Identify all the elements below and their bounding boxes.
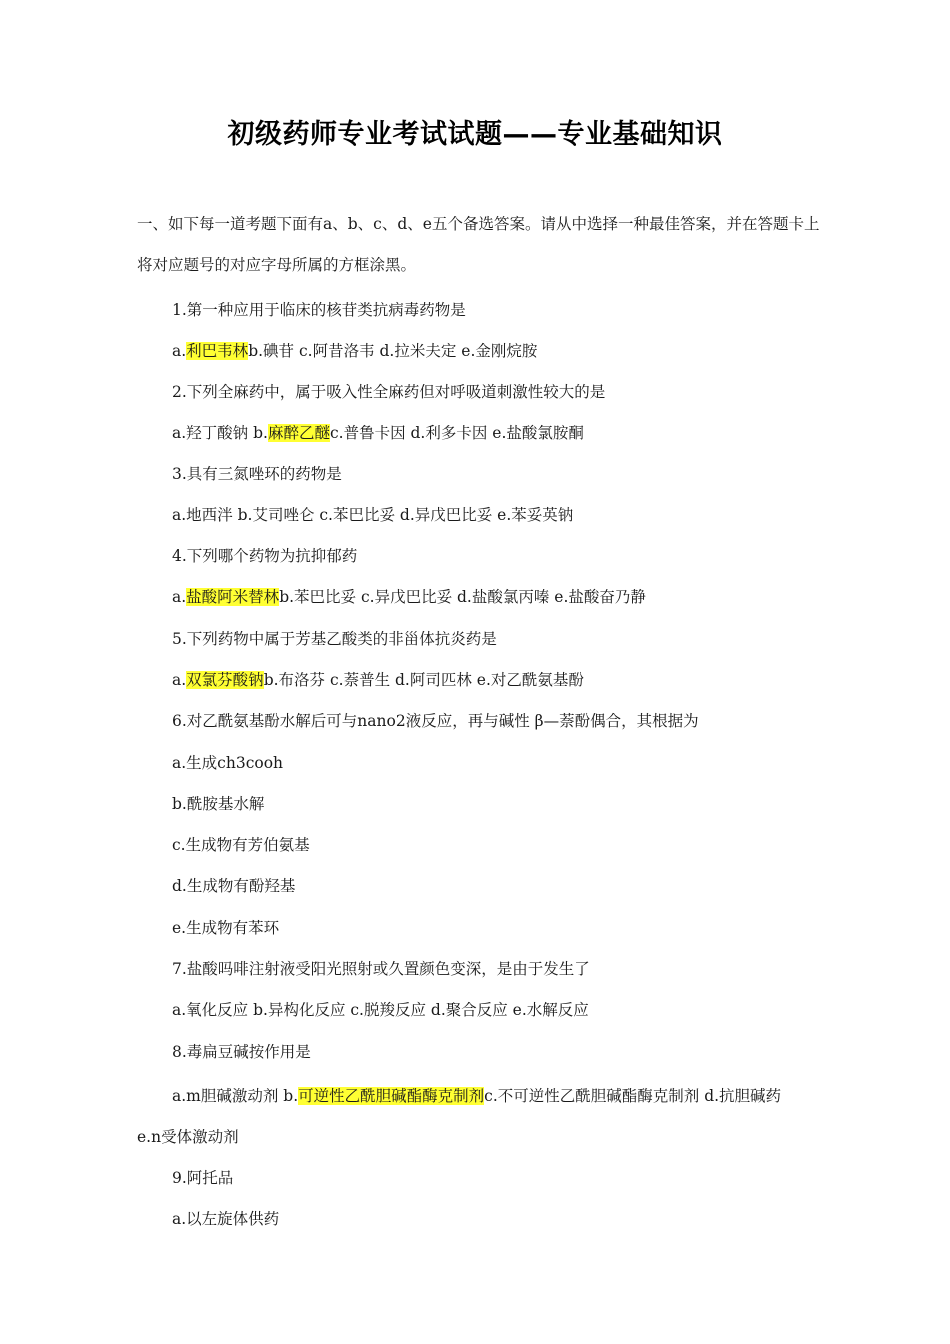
answer-6c: c.生成物有芳伯氨基 (172, 836, 310, 854)
answer-3: a.地西泮 b.艾司唑仑 c.苯巴比妥 d.异戊巴比妥 e.苯妥英钠 (172, 506, 574, 524)
answer-4: a.盐酸阿米替林b.苯巴比妥 c.异戊巴比妥 d.盐酸氯丙嗪 e.盐酸奋乃静 (172, 588, 646, 606)
question-8: 8.毒扁豆碱按作用是 (172, 1043, 311, 1061)
page-title: 初级药师专业考试试题——专业基础知识 (227, 119, 723, 150)
highlighted-answer: 双氯芬酸钠 (186, 671, 264, 689)
question-7: 7.盐酸吗啡注射液受阳光照射或久置颜色变深，是由于发生了 (172, 960, 590, 978)
question-6: 6.对乙酰氨基酚水解后可与nano2液反应，再与碱性 β—萘酚偶合，其根据为 (172, 712, 699, 730)
answer-8-continued: e.n受体激动剂 (137, 1128, 239, 1146)
answer-7: a.氧化反应 b.异构化反应 c.脱羧反应 d.聚合反应 e.水解反应 (172, 1001, 589, 1019)
question-4: 4.下列哪个药物为抗抑郁药 (172, 547, 358, 565)
answer-6e: e.生成物有苯环 (172, 919, 280, 937)
section-intro: 一、如下每一道考题下面有a、b、c、d、e五个备选答案。请从中选择一种最佳答案，并在答题卡上将对应题号的对应字母所属的方框涂黑。 (137, 215, 820, 274)
answer-8: a.m胆碱激动剂 b.可逆性乙酰胆碱酯酶克制剂c.不可逆性乙酰胆碱酯酶克制剂 d.抗胆碱药 (172, 1087, 782, 1105)
question-5: 5.下列药物中属于芳基乙酸类的非甾体抗炎药是 (172, 630, 497, 648)
question-3: 3.具有三氮唑环的药物是 (172, 465, 342, 483)
question-9: 9.阿托品 (172, 1169, 234, 1187)
question-1: 1.第一种应用于临床的核苷类抗病毒药物是 (172, 301, 466, 319)
highlighted-answer: 利巴韦林 (186, 342, 249, 360)
answer-9: a.以左旋体供药 (172, 1210, 280, 1228)
question-2: 2.下列全麻药中，属于吸入性全麻药但对呼吸道刺激性较大的是 (172, 383, 606, 401)
highlighted-answer: 盐酸阿米替林 (186, 588, 280, 606)
answer-1: a.利巴韦林b.碘苷 c.阿昔洛韦 d.拉米夫定 e.金刚烷胺 (172, 342, 538, 360)
answer-2: a.羟丁酸钠 b.麻醉乙醚c.普鲁卡因 d.利多卡因 e.盐酸氯胺酮 (172, 424, 584, 442)
answer-6d: d.生成物有酚羟基 (172, 877, 296, 895)
answer-6b: b.酰胺基水解 (172, 795, 265, 813)
answer-5: a.双氯芬酸钠b.布洛芬 c.萘普生 d.阿司匹林 e.对乙酰氨基酚 (172, 671, 584, 689)
answer-6a: a.生成ch3cooh (172, 754, 284, 772)
highlighted-answer: 可逆性乙酰胆碱酯酶克制剂 (298, 1087, 485, 1105)
highlighted-answer: 麻醉乙醚 (267, 424, 330, 442)
